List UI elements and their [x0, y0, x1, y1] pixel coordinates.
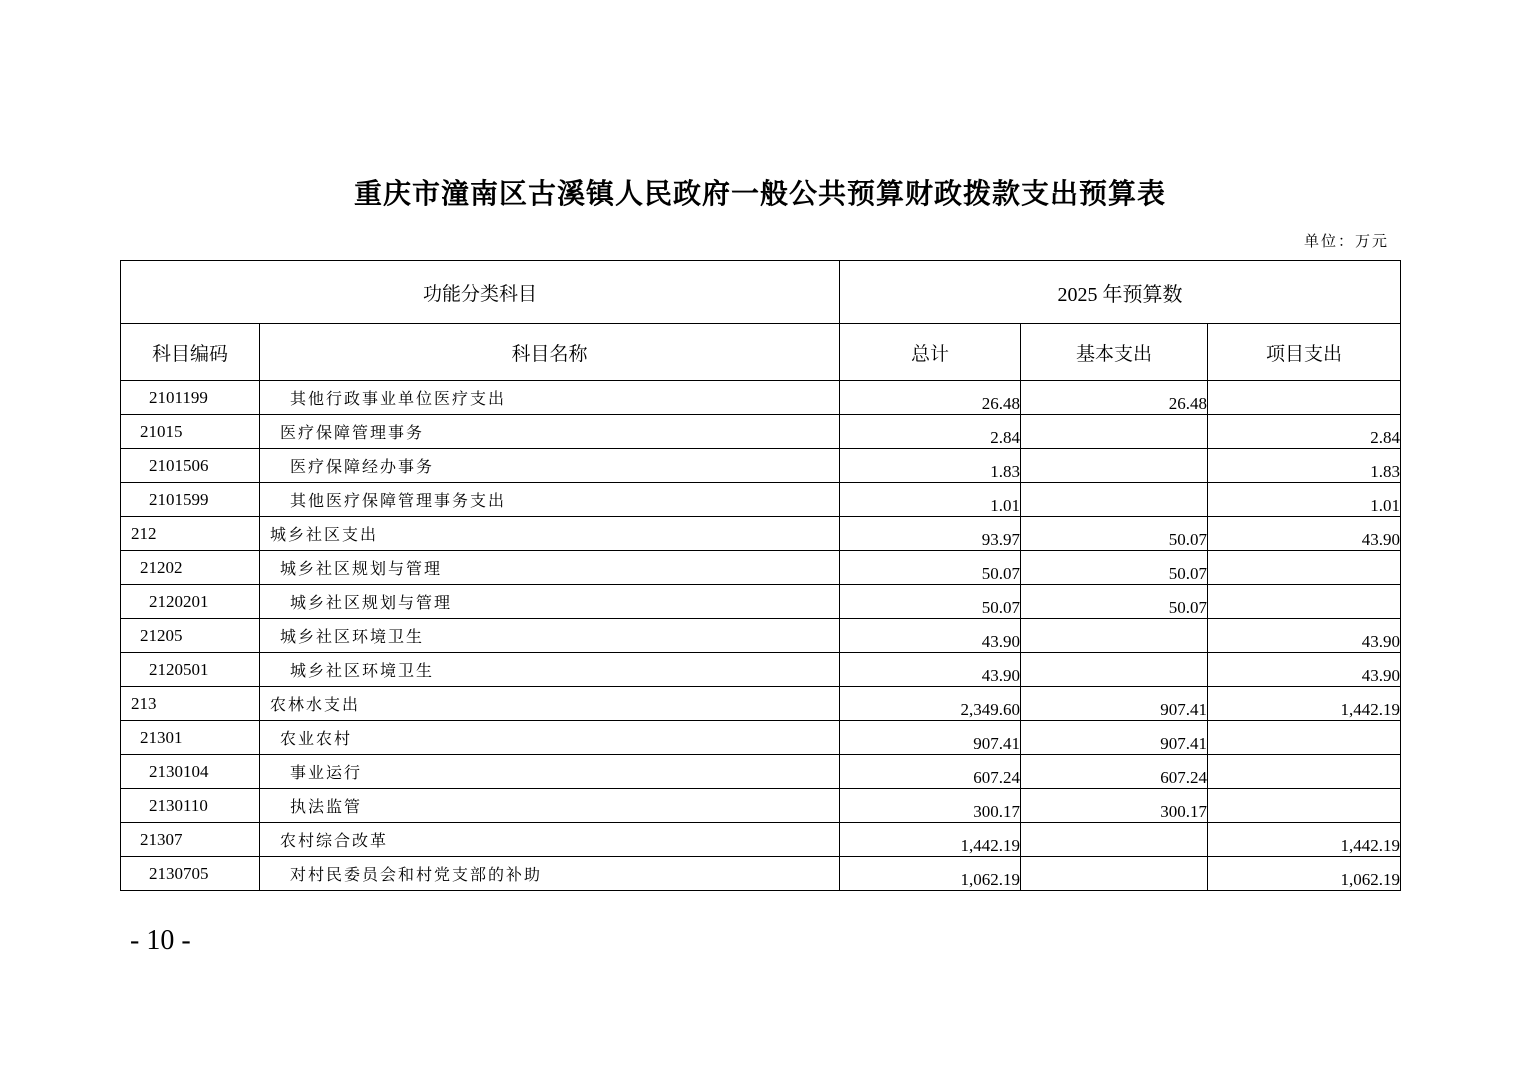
table-row [121, 687, 1401, 721]
row-code: 213 [121, 687, 260, 721]
row-basic [1021, 823, 1208, 857]
row-basic [1021, 483, 1208, 517]
row-basic: 50.07 [1021, 585, 1208, 619]
row-project [1208, 381, 1401, 415]
row-total: 1.01 [840, 483, 1021, 517]
table-row [121, 755, 1401, 789]
row-total: 43.90 [840, 619, 1021, 653]
row-code: 21307 [121, 823, 260, 857]
table-row [121, 449, 1401, 483]
row-total: 43.90 [840, 653, 1021, 687]
row-total: 1,062.19 [840, 857, 1021, 891]
row-total: 1.83 [840, 449, 1021, 483]
row-project [1208, 789, 1401, 823]
row-name: 医疗保障管理事务 [260, 415, 840, 449]
table-row [121, 381, 1401, 415]
row-total: 907.41 [840, 721, 1021, 755]
header-total: 总计 [840, 324, 1021, 381]
header-name: 科目名称 [260, 324, 840, 381]
row-code: 21205 [121, 619, 260, 653]
row-project: 1.01 [1208, 483, 1401, 517]
table-row [121, 823, 1401, 857]
row-project: 43.90 [1208, 653, 1401, 687]
row-basic [1021, 415, 1208, 449]
header-project: 项目支出 [1208, 324, 1401, 381]
table-row [121, 517, 1401, 551]
row-name: 农村综合改革 [260, 823, 840, 857]
row-code: 21015 [121, 415, 260, 449]
row-code: 2130104 [121, 755, 260, 789]
row-basic: 300.17 [1021, 789, 1208, 823]
row-basic: 26.48 [1021, 381, 1208, 415]
budget-table-body [121, 381, 1401, 891]
row-name: 城乡社区规划与管理 [260, 551, 840, 585]
row-total: 300.17 [840, 789, 1021, 823]
row-total: 2,349.60 [840, 687, 1021, 721]
row-code: 2130110 [121, 789, 260, 823]
row-project: 43.90 [1208, 619, 1401, 653]
row-code: 21301 [121, 721, 260, 755]
row-total: 50.07 [840, 585, 1021, 619]
row-total: 50.07 [840, 551, 1021, 585]
row-project: 1.83 [1208, 449, 1401, 483]
row-basic [1021, 619, 1208, 653]
header-row-group [121, 261, 1401, 324]
row-code: 2130705 [121, 857, 260, 891]
row-project [1208, 585, 1401, 619]
table-row [121, 721, 1401, 755]
row-basic: 907.41 [1021, 721, 1208, 755]
row-name: 城乡社区规划与管理 [260, 585, 840, 619]
row-basic [1021, 857, 1208, 891]
row-project: 43.90 [1208, 517, 1401, 551]
header-budget-year: 2025 年预算数 [840, 261, 1401, 324]
row-basic [1021, 653, 1208, 687]
row-code: 21202 [121, 551, 260, 585]
row-name: 城乡社区环境卫生 [260, 653, 840, 687]
header-function-category: 功能分类科目 [121, 261, 840, 324]
row-project [1208, 755, 1401, 789]
page-number: - 10 - [130, 925, 191, 956]
row-name: 城乡社区支出 [260, 517, 840, 551]
row-code: 2101599 [121, 483, 260, 517]
row-basic: 607.24 [1021, 755, 1208, 789]
table-row [121, 619, 1401, 653]
row-code: 2120201 [121, 585, 260, 619]
budget-table [120, 260, 1401, 891]
row-basic: 50.07 [1021, 517, 1208, 551]
header-basic: 基本支出 [1021, 324, 1208, 381]
row-total: 26.48 [840, 381, 1021, 415]
row-basic [1021, 449, 1208, 483]
table-row [121, 789, 1401, 823]
row-project: 1,442.19 [1208, 687, 1401, 721]
row-project [1208, 551, 1401, 585]
table-row [121, 585, 1401, 619]
row-project: 1,442.19 [1208, 823, 1401, 857]
row-name: 对村民委员会和村党支部的补助 [260, 857, 840, 891]
row-project: 1,062.19 [1208, 857, 1401, 891]
row-project: 2.84 [1208, 415, 1401, 449]
row-basic: 907.41 [1021, 687, 1208, 721]
row-name: 其他医疗保障管理事务支出 [260, 483, 840, 517]
row-name: 农林水支出 [260, 687, 840, 721]
table-row [121, 415, 1401, 449]
header-row-columns [121, 324, 1401, 381]
row-name: 事业运行 [260, 755, 840, 789]
table-row [121, 483, 1401, 517]
row-code: 2120501 [121, 653, 260, 687]
row-code: 2101506 [121, 449, 260, 483]
header-code: 科目编码 [121, 324, 260, 381]
row-name: 执法监管 [260, 789, 840, 823]
page-title: 重庆市潼南区古溪镇人民政府一般公共预算财政拨款支出预算表 [353, 177, 1166, 210]
row-name: 农业农村 [260, 721, 840, 755]
row-basic: 50.07 [1021, 551, 1208, 585]
row-total: 1,442.19 [840, 823, 1021, 857]
table-row [121, 857, 1401, 891]
unit-label: 单位：万元 [1303, 232, 1389, 250]
row-name: 城乡社区环境卫生 [260, 619, 840, 653]
row-name: 其他行政事业单位医疗支出 [260, 381, 840, 415]
row-code: 2101199 [121, 381, 260, 415]
row-name: 医疗保障经办事务 [260, 449, 840, 483]
row-project [1208, 721, 1401, 755]
row-total: 2.84 [840, 415, 1021, 449]
table-row [121, 653, 1401, 687]
row-code: 212 [121, 517, 260, 551]
table-row [121, 551, 1401, 585]
row-total: 93.97 [840, 517, 1021, 551]
row-total: 607.24 [840, 755, 1021, 789]
